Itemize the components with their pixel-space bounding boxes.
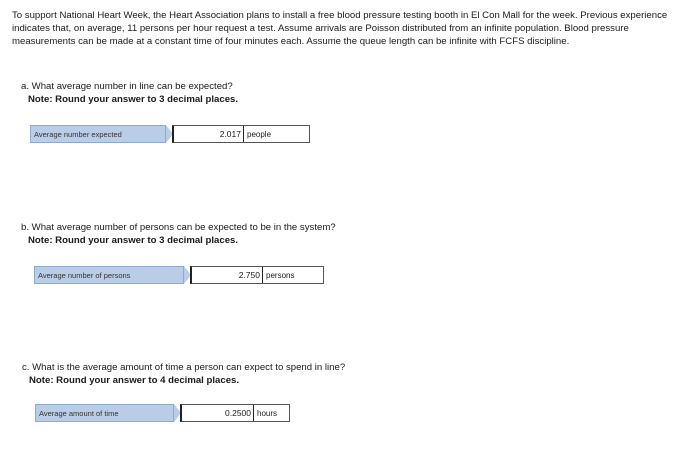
question-a-text: a. What average number in line can be expected? [21, 81, 233, 92]
answer-a-value[interactable]: 2.017 [174, 126, 244, 142]
answer-c-unit: hours [257, 408, 278, 418]
question-b [21, 221, 336, 247]
question-c-note: Note: Round your answer to 4 decimal places. [29, 375, 240, 386]
problem-intro: To support National Heart Week, the Heart Association plans to install a free blood pressure testing booth in El Con Mall for the week. Previous experience indicates that, on average, 11 persons per hour request a test. Assume arrivals are Poisson distributed from an infinite population. Blood pressure measurements can be made at a constant time of four minutes each. Assume the queue length can be infinite with FCFS discipline. [12, 10, 668, 47]
answer-a-label: Average number expected [30, 125, 166, 143]
answer-row-a [30, 125, 310, 143]
question-a-note: Note: Round your answer to 3 decimal places. [28, 94, 239, 105]
answer-b-unit: persons [266, 270, 295, 280]
question-a [21, 80, 238, 106]
answer-c-value[interactable]: 0.2500 [182, 405, 254, 421]
answer-b-label: Average number of persons [34, 266, 184, 284]
question-c [22, 361, 345, 387]
question-b-note: Note: Round your answer to 3 decimal places. [28, 235, 239, 246]
answer-b-field[interactable] [190, 266, 324, 284]
answer-b-value[interactable]: 2.750 [192, 267, 263, 283]
answer-row-c [35, 404, 290, 422]
answer-c-field[interactable] [180, 404, 290, 422]
question-c-text: c. What is the average amount of time a person can expect to spend in line? [22, 362, 346, 373]
answer-c-label: Average amount of time [35, 404, 174, 422]
answer-a-unit: people [247, 129, 272, 139]
question-b-text: b. What average number of persons can be expected to be in the system? [21, 222, 336, 233]
answer-row-b [34, 266, 324, 284]
answer-a-field[interactable] [172, 125, 310, 143]
